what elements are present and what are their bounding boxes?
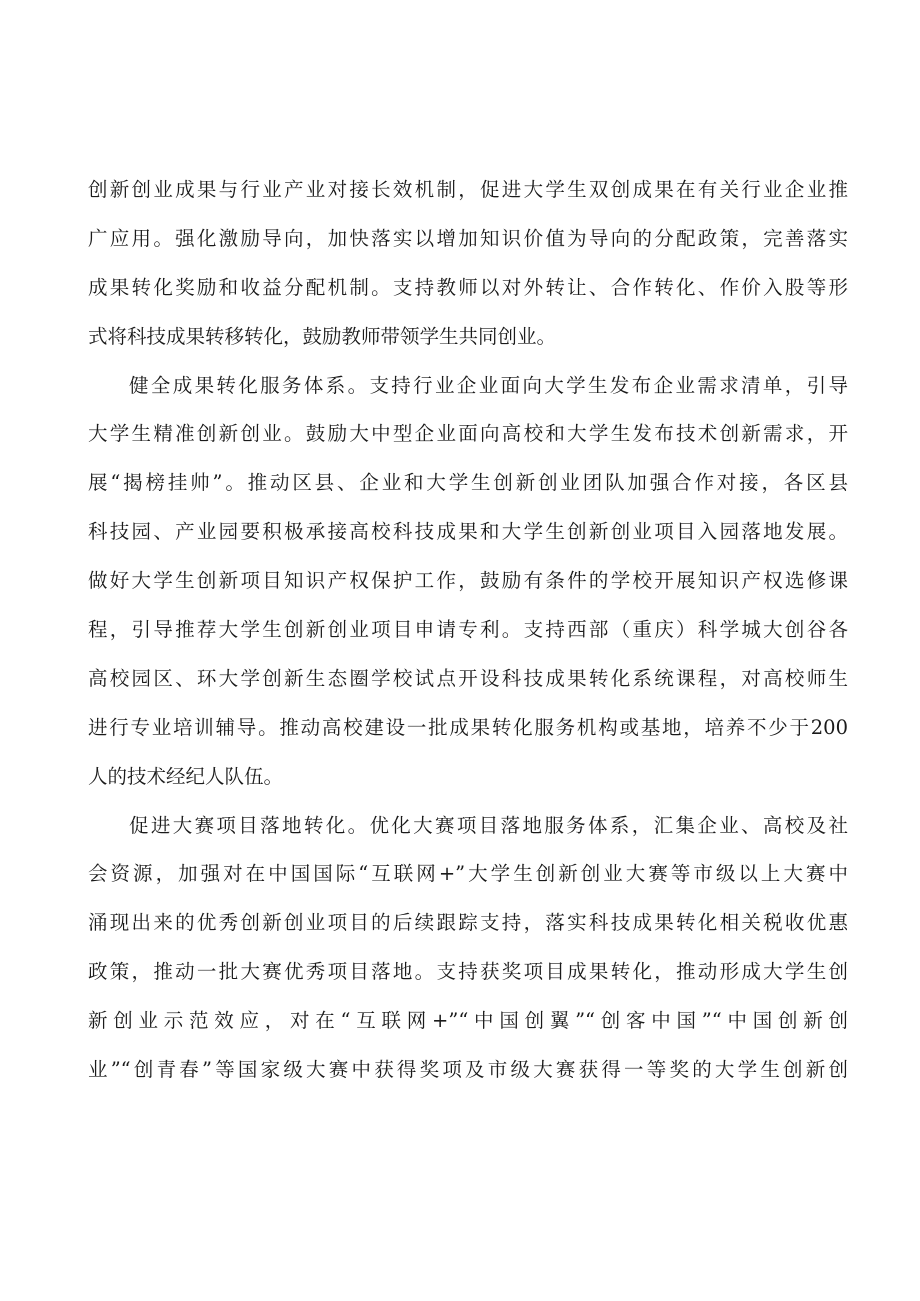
text-line: 新创业示范效应，对在“互联网+”“中国创翼”“创客中国”“中国创新创 bbox=[88, 1009, 848, 1033]
text-line: 政策，推动一批大赛优秀项目落地。支持获奖项目成果转化，推动形成大学生创 bbox=[88, 960, 848, 984]
text-line: 健全成果转化服务体系。支持行业企业面向大学生发布企业需求清单，引导 bbox=[129, 373, 848, 397]
text-line: 会资源，加强对在中国国际“互联网+”大学生创新创业大赛等市级以上大赛中 bbox=[88, 862, 848, 886]
text-line: 程，引导推荐大学生创新创业项目申请专利。支持西部（重庆）科学城大创谷各 bbox=[88, 618, 848, 642]
text-line: 做好大学生创新项目知识产权保护工作，鼓励有条件的学校开展知识产权选修课 bbox=[88, 569, 848, 593]
text-line: 高校园区、环大学创新生态圈学校试点开设科技成果转化系统课程，对高校师生 bbox=[88, 666, 848, 690]
document-body bbox=[88, 166, 848, 1095]
text-line: 大学生精准创新创业。鼓励大中型企业面向高校和大学生发布技术创新需求，开 bbox=[88, 422, 848, 446]
text-line: 业”“创青春”等国家级大赛中获得奖项及市级大赛获得一等奖的大学生创新创 bbox=[88, 1058, 848, 1082]
text-line: 创新创业成果与行业产业对接长效机制，促进大学生双创成果在有关行业企业推 bbox=[88, 178, 848, 201]
text-line: 涌现出来的优秀创新创业项目的后续跟踪支持，落实科技成果转化相关税收优惠 bbox=[88, 911, 848, 935]
text-line: 人的技术经纪人队伍。 bbox=[88, 764, 284, 788]
text-line: 进行专业培训辅导。推动高校建设一批成果转化服务机构或基地，培养不少于200 bbox=[88, 715, 848, 739]
text-line: 广应用。强化激励导向，加快落实以增加知识价值为导向的分配政策，完善落实 bbox=[88, 226, 848, 250]
text-line: 展“揭榜挂帅”。推动区县、企业和大学生创新创业团队加强合作对接，各区县 bbox=[88, 471, 848, 495]
text-line: 成果转化奖励和收益分配机制。支持教师以对外转让、合作转化、作价入股等形 bbox=[88, 275, 848, 299]
text-line: 促进大赛项目落地转化。优化大赛项目落地服务体系，汇集企业、高校及社 bbox=[129, 813, 848, 837]
text-line: 式将科技成果转移转化，鼓励教师带领学生共同创业。 bbox=[88, 324, 557, 348]
text-line: 科技园、产业园要积极承接高校科技成果和大学生创新创业项目入园落地发展。 bbox=[88, 520, 848, 544]
